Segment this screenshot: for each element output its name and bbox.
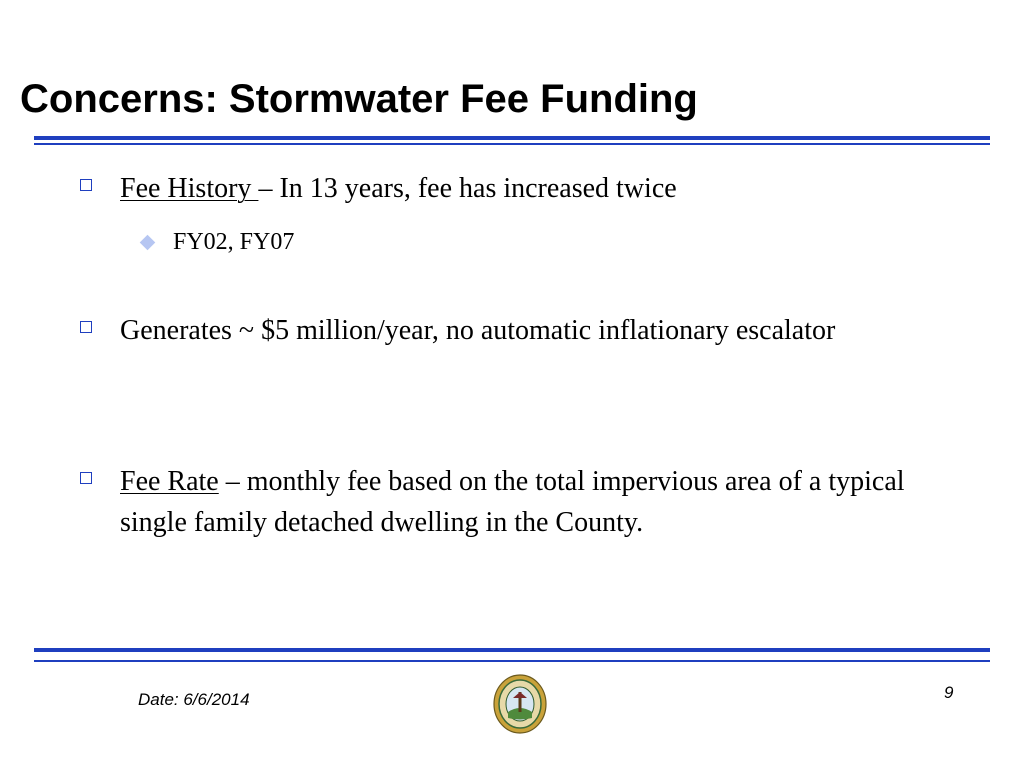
footer-date: Date: 6/6/2014 <box>138 690 250 709</box>
bullet-generates <box>80 310 940 351</box>
bullet-body: – monthly fee based on the total impervious area of a typical single family detached dwelling in the County. <box>120 466 905 538</box>
title-rule-bottom <box>34 143 990 145</box>
bullet-text <box>120 168 677 209</box>
bullet-label: Fee History <box>120 173 259 204</box>
bullet-text <box>120 461 940 543</box>
bullet-label: Fee Rate <box>120 466 219 497</box>
page-number: 9 <box>944 683 954 702</box>
bullet-text: Generates ~ $5 million/year, no automatic inflationary escalator <box>120 315 836 346</box>
sub-bullet-fy <box>140 227 294 257</box>
county-seal-icon <box>493 674 547 734</box>
footer-rule-bottom <box>34 660 990 662</box>
sub-bullet-text: FY02, FY07 <box>173 229 295 255</box>
square-bullet-icon <box>80 179 92 191</box>
slide-title: Concerns: Stormwater Fee Funding <box>20 77 698 121</box>
footer-rule-top <box>34 648 990 652</box>
bullet-fee-rate <box>80 461 940 543</box>
square-bullet-icon <box>80 321 92 333</box>
title-rule-top <box>34 136 990 140</box>
diamond-bullet-icon <box>140 234 156 250</box>
bullet-body: – In 13 years, fee has increased twice <box>258 173 677 204</box>
square-bullet-icon <box>80 472 92 484</box>
bullet-fee-history <box>80 168 940 209</box>
